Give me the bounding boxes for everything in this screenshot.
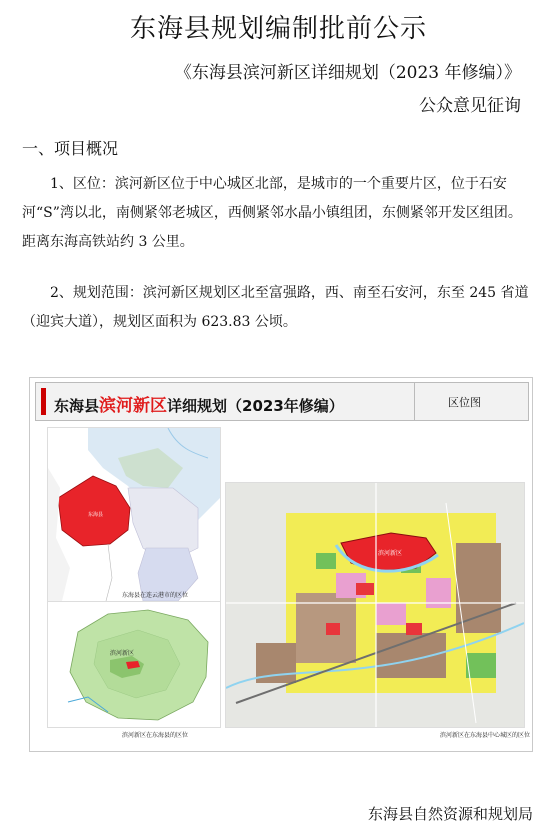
map3-caption: 滨河新区在东海县中心城区的区位 bbox=[440, 732, 531, 739]
map-central-urban bbox=[225, 482, 525, 728]
figure-label: 区位图 bbox=[448, 396, 481, 409]
figure-header-divider bbox=[414, 383, 415, 420]
figure-title bbox=[54, 391, 344, 416]
map-county bbox=[47, 601, 221, 728]
figure-header bbox=[35, 382, 529, 421]
figure-title-prefix: 东海县 bbox=[54, 397, 100, 415]
map-city-region-graphic bbox=[48, 428, 220, 601]
location-figure bbox=[29, 377, 533, 752]
section-heading: 一、项目概况 bbox=[22, 139, 119, 158]
paragraph-location: 1、区位：滨河新区位于中心城区北部，是城市的一个重要片区，位于石安河“S”湾以北，南侧紧邻老城区，西侧紧邻水晶小镇组团，东侧紧邻开发区组团。距离东海高铁站约 3 公里。 bbox=[22, 176, 522, 250]
map2-label: 滨河新区 bbox=[110, 650, 135, 657]
map-county-graphic bbox=[48, 602, 220, 727]
map2-caption: 滨河新区在东海县的区位 bbox=[122, 732, 189, 739]
issuing-organization: 东海县自然资源和规划局 bbox=[367, 805, 533, 823]
map3-label: 滨河新区 bbox=[378, 550, 403, 557]
map-city-region bbox=[47, 427, 221, 602]
paragraph-scope: 2、规划范围：滨河新区规划区北至富强路，西、南至石安河，东至 245 省道（迎宾大道），规划区面积为 623.83 公顷。 bbox=[22, 285, 529, 330]
figure-title-highlight: 滨河新区 bbox=[99, 396, 168, 416]
page-title: 东海县规划编制批前公示 bbox=[129, 14, 427, 44]
map-central-urban-graphic bbox=[226, 483, 524, 727]
figure-title-suffix: 详细规划（2023年修编） bbox=[167, 397, 344, 415]
notice-type: 公众意见征询 bbox=[419, 96, 521, 116]
map1-label: 东海县 bbox=[88, 512, 104, 518]
plan-name: 《东海县滨河新区详细规划（2023 年修编）》 bbox=[174, 63, 521, 83]
figure-accent-bar bbox=[41, 388, 46, 415]
map1-caption: 东海县在连云港市的区位 bbox=[122, 592, 189, 599]
